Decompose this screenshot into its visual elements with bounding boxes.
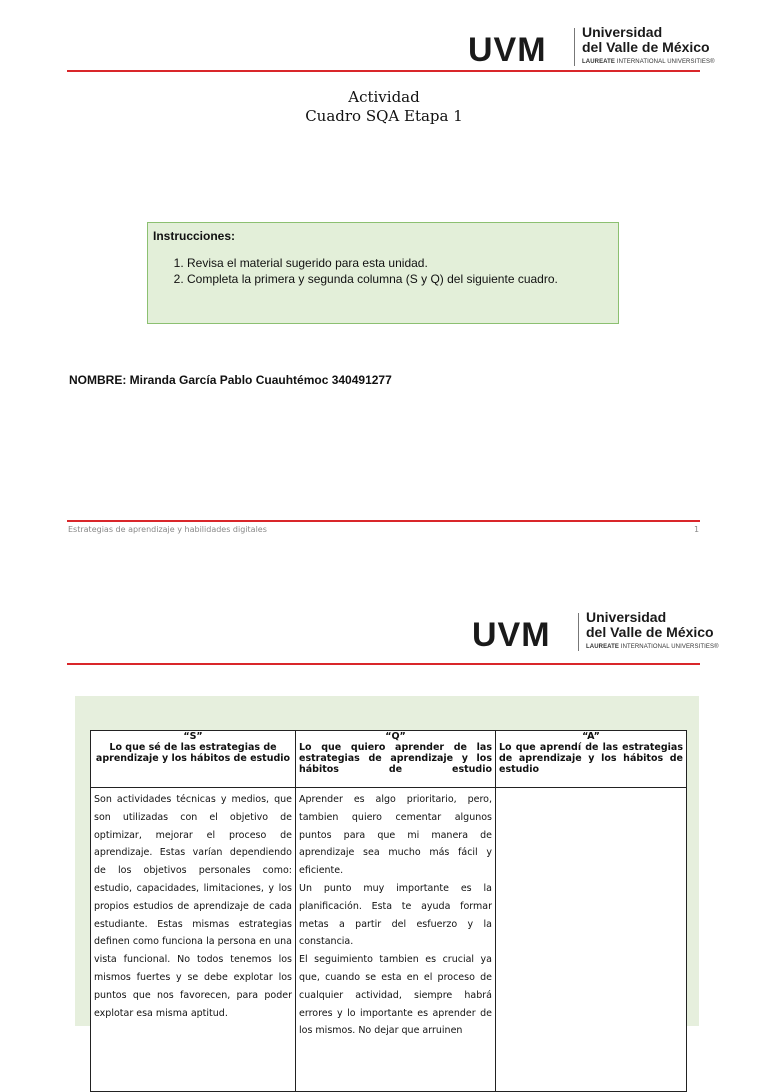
instructions-box [147,222,619,324]
cell-s [91,788,296,1092]
uvm-logo-name [586,610,714,640]
uvm-logo-line1: Universidad [586,609,667,625]
uvm-logo-line1: Universidad [582,24,663,40]
uvm-logo-line2: del Valle de México [586,624,714,640]
cell-q-paragraph: Aprender es algo prioritario, pero, tambien quiero cementar algunos puntos para que mi manera de aprendizaje sea mucho más fácil y eficiente. [299,794,492,877]
uvm-logo-line2: del Valle de México [582,39,710,55]
activity-title: Actividad [348,88,420,106]
laureate-rest: INTERNATIONAL UNIVERSITIES® [619,644,719,650]
column-letter-a: “A” [582,731,600,742]
laureate-rest: INTERNATIONAL UNIVERSITIES® [615,59,715,65]
cell-q [296,788,496,1092]
cell-s-text: Son actividades técnicas y medios, que son utilizadas con el objetivo de optimizar, mejorar el proceso de aprendizaje. Estas varían dependiendo de los objetivos personales como: estudio, capacidades, limitaciones, y los propios estudios de aprendizaje de cada estudiante. Estas mismas estrategias definen como funciona la persona en una vista funcional. No todos tenemos los mismos fuertes y se debe explotar los puntos que nos favorecen, para poder explotar esa misma aptitud. [94,794,292,1019]
cell-a [496,788,687,1092]
instructions-list [148,255,558,287]
sqa-body-row [91,788,687,1092]
laureate-tagline [582,59,715,65]
sqa-table [90,730,687,1092]
column-title-a: Lo que aprendí de las estrategias de aprendizaje y los hábitos de estudio [499,742,683,775]
footer-page-number: 1 [694,525,700,534]
uvm-logo-mark: UVM [472,616,551,654]
logo-separator [578,613,579,651]
student-name: NOMBRE: Miranda García Pablo Cuauhtémoc 340491277 [69,373,392,387]
footer-rule [67,520,700,522]
cell-q-paragraph: El seguimiento tambien es crucial ya que, cuando se esta en el proceso de cualquier actividad, siempre habrá errores y lo importante es aprender de los mismos. No dejar que arruinen [299,954,492,1037]
header-rule [67,70,700,72]
logo-separator [574,28,575,66]
instruction-item: 1. Revisa el material sugerido para esta unidad. [187,255,558,271]
laureate-tagline [586,644,719,650]
sqa-header-row [91,731,687,788]
column-letter-q: “Q” [385,731,406,742]
column-header-q [296,731,496,788]
column-header-s [91,731,296,788]
footer-course-name: Estrategias de aprendizaje y habilidades digitales [68,525,267,534]
column-title-q: Lo que quiero aprender de las estrategias de aprendizaje y los hábitos de estudio [299,742,492,775]
column-header-a [496,731,687,788]
instructions-title: Instrucciones: [153,229,236,243]
uvm-logo-mark: UVM [468,31,547,69]
column-letter-s: “S” [183,731,203,742]
laureate-bold: LAUREATE [582,59,616,65]
header-rule [67,663,700,665]
cell-q-paragraph: Un punto muy importante es la planificación. Esta te ayuda formar metas a partir del esfuerzo y la constancia. [299,882,492,948]
laureate-bold: LAUREATE [586,644,620,650]
instruction-item: 2. Completa la primera y segunda columna (S y Q) del siguiente cuadro. [187,271,558,287]
uvm-logo-name [582,25,710,55]
activity-subtitle: Cuadro SQA Etapa 1 [305,107,463,125]
column-title-s: Lo que sé de las estrategias de aprendizaje y los hábitos de estudio [95,742,291,764]
